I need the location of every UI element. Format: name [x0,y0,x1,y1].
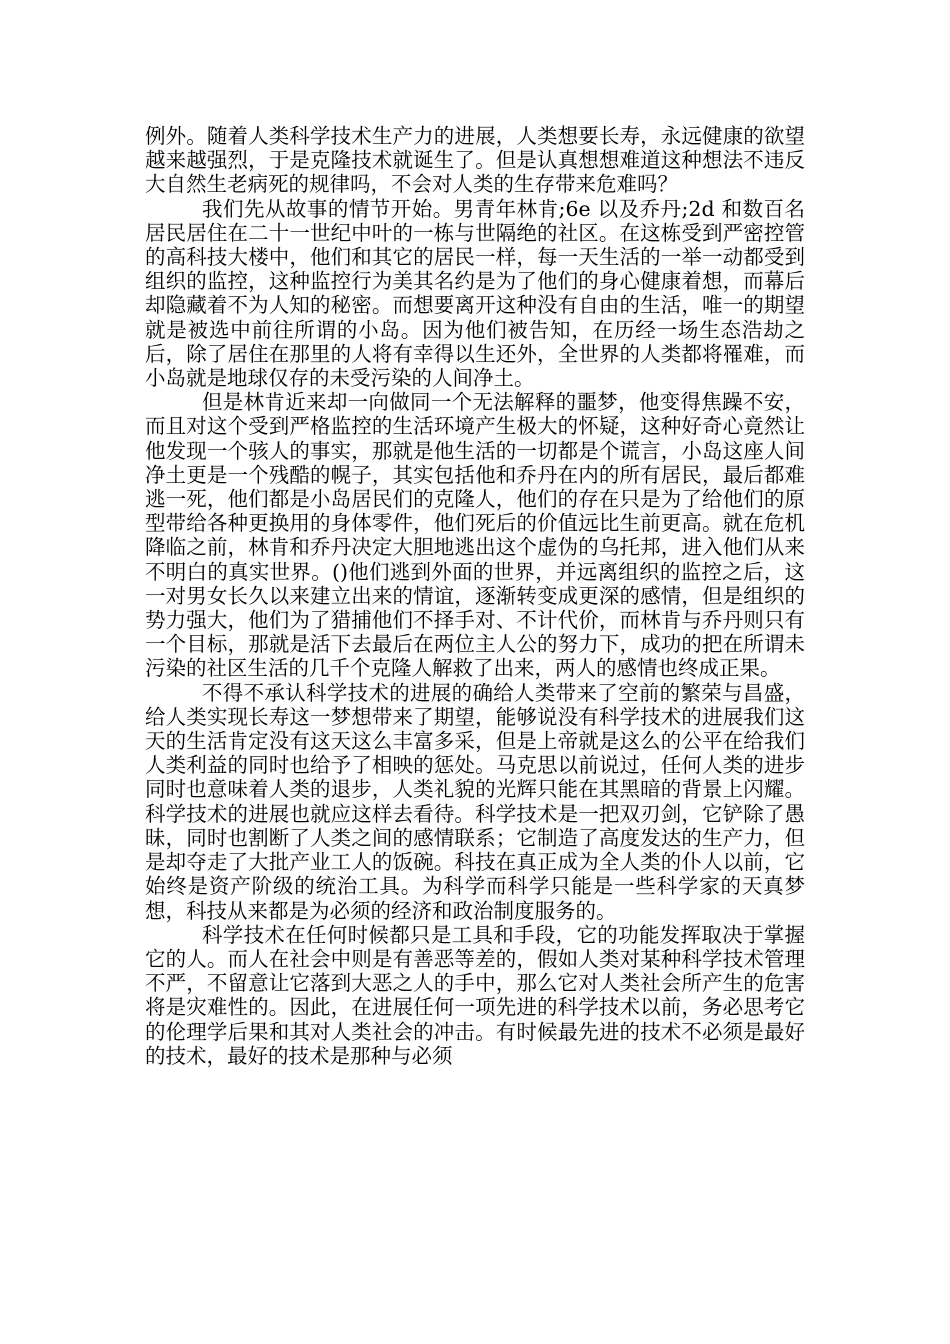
document-body [145,124,805,1068]
paragraph-1: 例外。随着人类科学技术生产力的进展，人类想要长寿，永远健康的欲望越来越强烈，于是克隆技术就诞生了。但是认真想想难道这种想法不违反大自然生老病死的规律吗，不会对人类的生存带来危难吗？ [145,124,805,197]
paragraph-3: 但是林肯近来却一向做同一个无法解释的噩梦，他变得焦躁不安，而且对这个受到严格监控的生活环境产生极大的怀疑，这种好奇心竟然让他发现一个骇人的事实，那就是他生活的一切都是个谎言，小岛这座人间净土更是一个残酷的幌子，其实包括他和乔丹在内的所有居民，最后都难逃一死，他们都是小岛居民们的克隆人，他们的存在只是为了给他们的原型带给各种更换用的身体零件，他们死后的价值远比生前更高。就在危机降临之前，林肯和乔丹决定大胆地逃出这个虚伪的乌托邦，进入他们从来不明白的真实世界。()他们逃到外面的世界，并远离组织的监控之后，这一对男女长久以来建立出来的情谊，逐渐转变成更深的感情，但是组织的势力强大，他们为了猎捕他们不择手对、不计代价，而林肯与乔丹则只有一个目标，那就是活下去最后在两位主人公的努力下，成功的把在所谓未污染的社区生活的几千个克隆人解救了出来，两人的感情也终成正果。 [145,390,805,681]
paragraph-4: 不得不承认科学技术的进展的确给人类带来了空前的繁荣与昌盛，给人类实现长寿这一梦想带来了期望，能够说没有科学技术的进展我们这天的生活肯定没有这天这么丰富多采，但是上帝就是这么的公平在给我们人类利益的同时也给予了相映的惩处。马克思以前说过，任何人类的进步同时也意味着人类的退步，人类礼貌的光辉只能在其黑暗的背景上闪耀。科学技术的进展也就应这样去看待。科学技术是一把双刃剑，它铲除了愚昧，同时也割断了人类之间的感情联系；它制造了高度发达的生产力，但是却夺走了大批产业工人的饭碗。科技在真正成为全人类的仆人以前，它始终是资产阶级的统治工具。为科学而科学只能是一些科学家的天真梦想，科技从来都是为必须的经济和政治制度服务的。 [145,680,805,923]
paragraph-5: 科学技术在任何时候都只是工具和手段，它的功能发挥取决于掌握它的人。而人在社会中则是有善恶等差的，假如人类对某种科学技术管理不严，不留意让它落到大恶之人的手中，那么它对人类社会所产生的危害将是灾难性的。因此，在进展任何一项先进的科学技术以前，务必思考它的伦理学后果和其对人类社会的冲击。有时候最先进的技术不必须是最好的技术，最好的技术是那种与必须 [145,922,805,1068]
paragraph-2: 我们先从故事的情节开始。男青年林肯;6e 以及乔丹;2d 和数百名居民居住在二十一世纪中叶的一栋与世隔绝的社区。在这栋受到严密控管的高科技大楼中，他们和其它的居民一样，每一天生活的一举一动都受到组织的监控，这种监控行为美其名约是为了他们的身心健康着想，而幕后却隐藏着不为人知的秘密。而想要离开这种没有自由的生活，唯一的期望就是被选中前往所谓的小岛。因为他们被告知，在历经一场生态浩劫之后，除了居住在那里的人将有幸得以生还外，全世界的人类都将罹难，而小岛就是地球仅存的未受污染的人间净土。 [145,196,805,391]
